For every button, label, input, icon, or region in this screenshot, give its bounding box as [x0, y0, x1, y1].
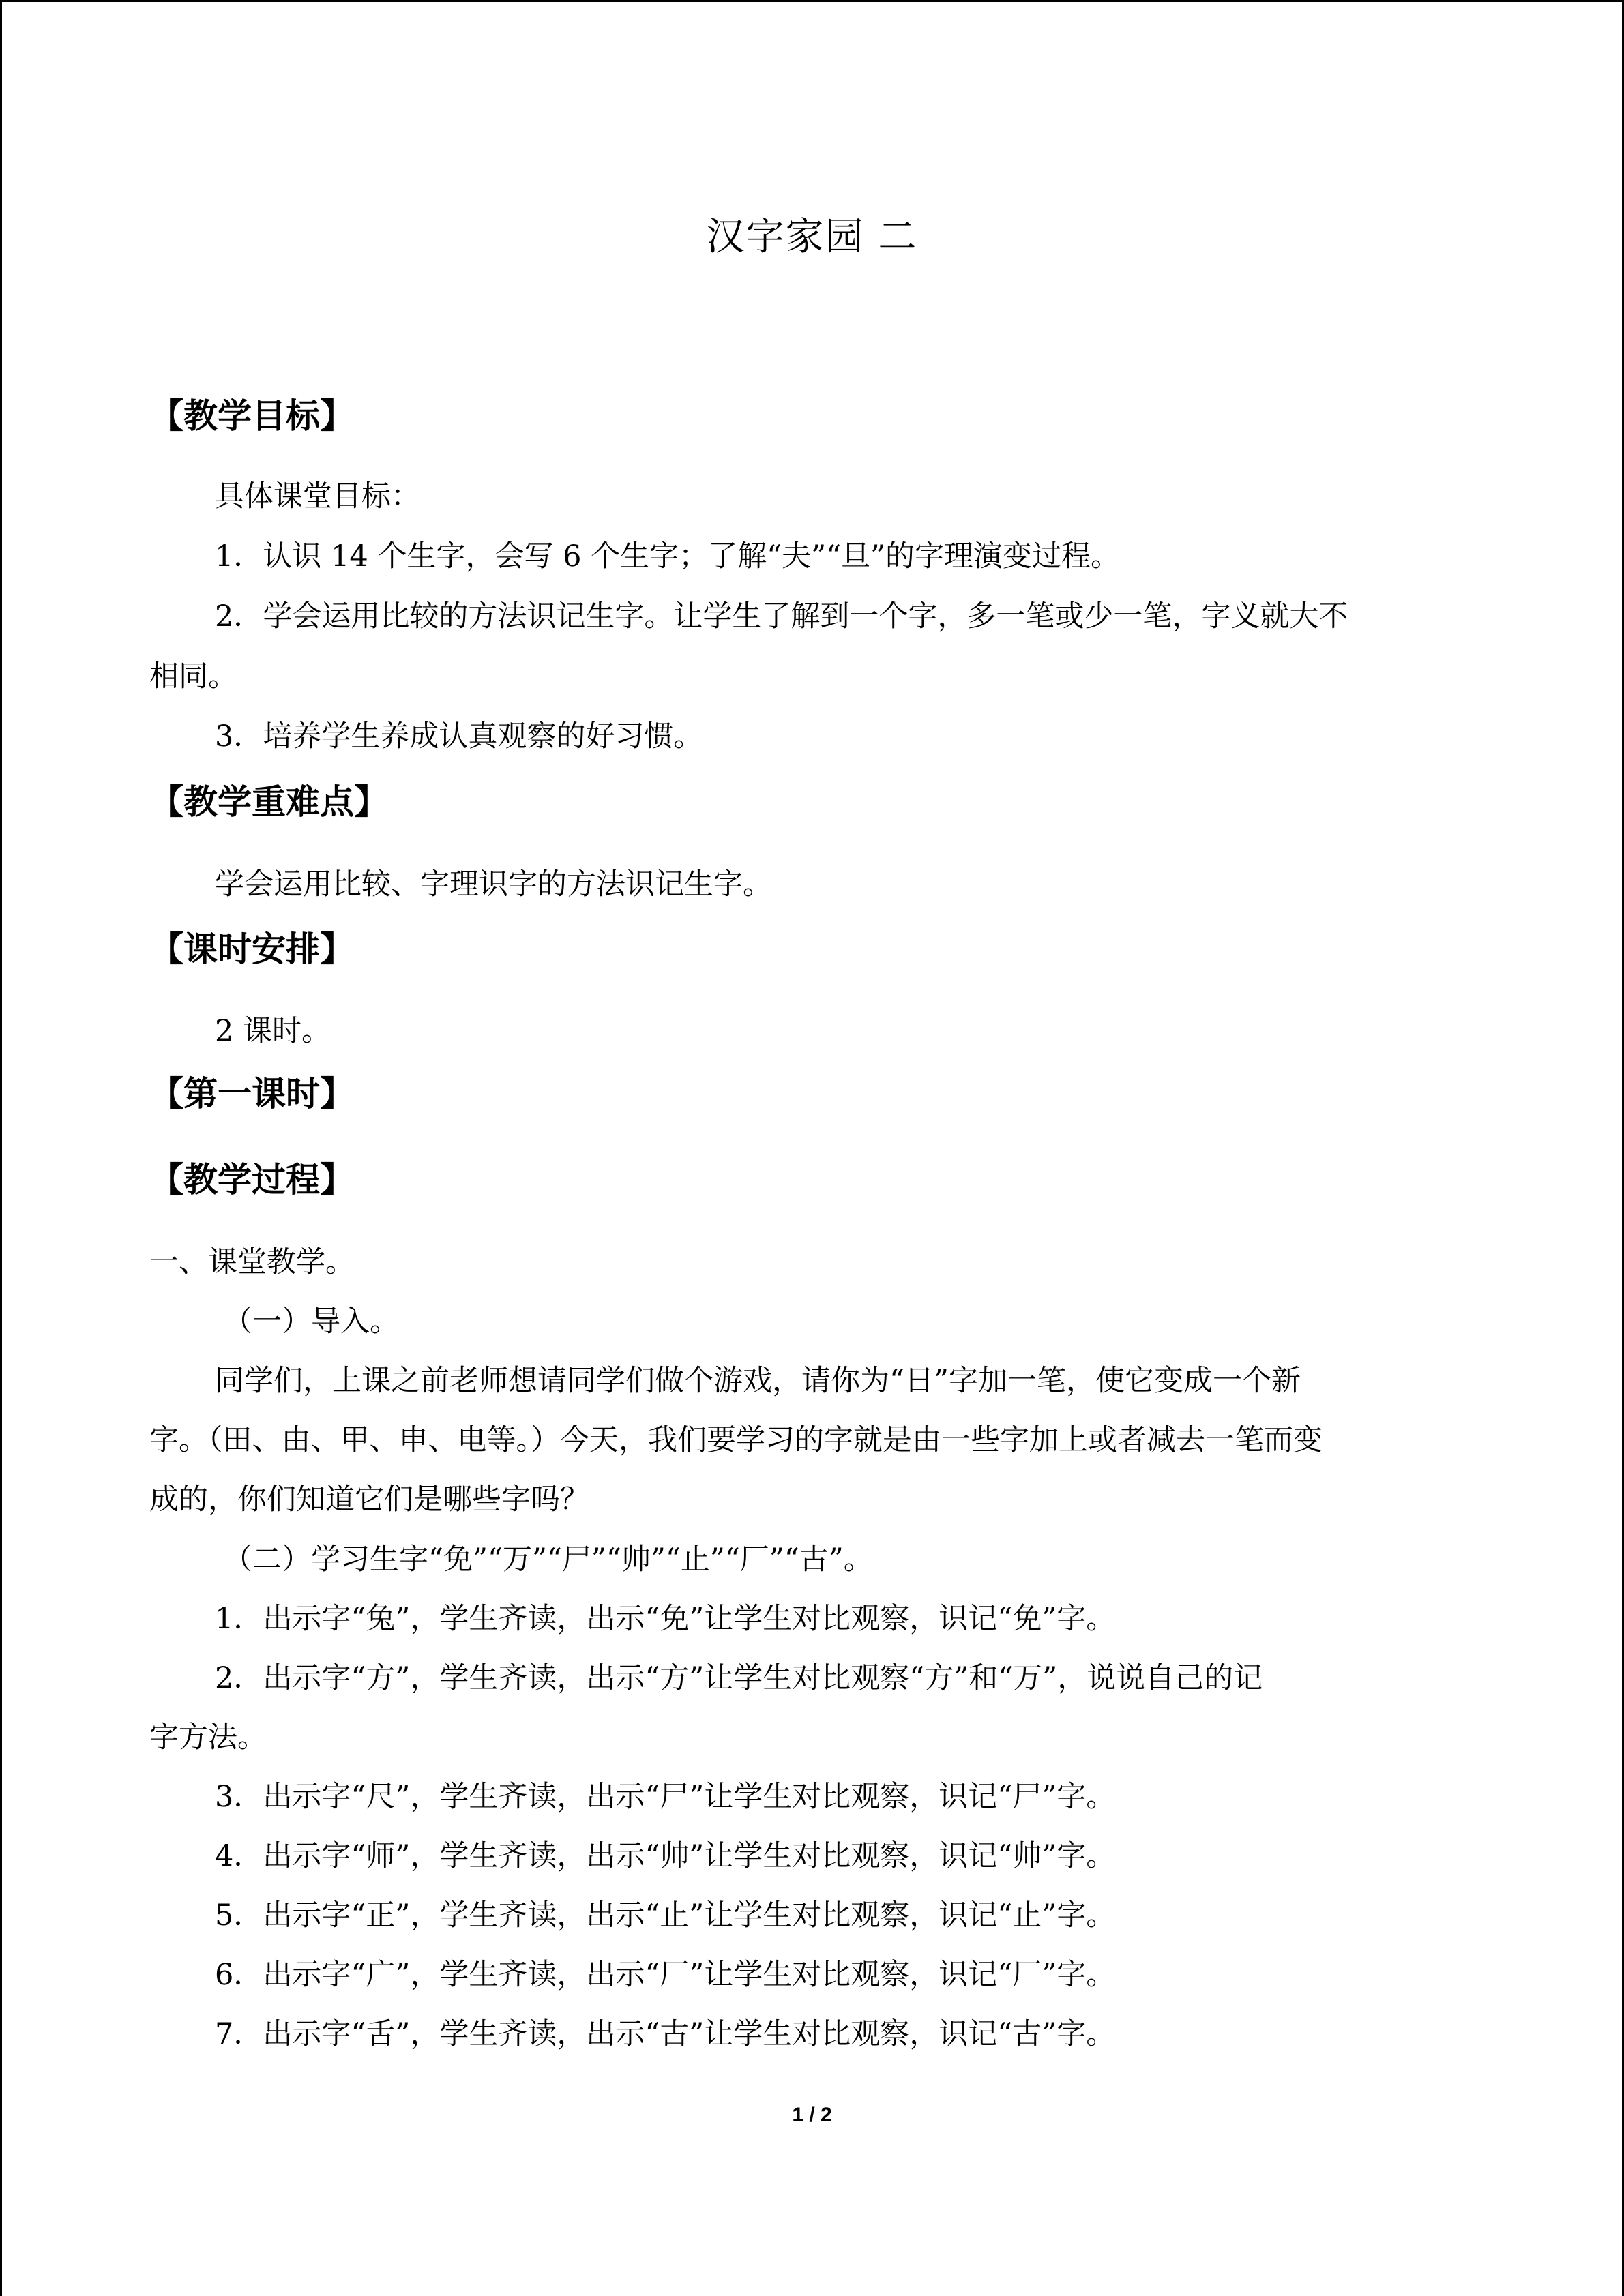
schedule-heading: 【课时安排】	[149, 929, 354, 969]
lesson-one-heading: 【第一课时】	[149, 1074, 354, 1114]
learn-item-7: 7．出示字“舌”，学生齐读，出示“古”让学生对比观察，识记“古”字。	[215, 2017, 1116, 2051]
key-points-text: 学会运用比较、字理识字的方法识记生字。	[215, 867, 772, 901]
page-title: 汉字家园 二	[706, 215, 918, 259]
objectives-heading: 【教学目标】	[149, 396, 354, 436]
key-points-heading: 【教学重难点】	[149, 782, 388, 822]
learn-item-3: 3．出示字“尺”，学生齐读，出示“尸”让学生对比观察，识记“尸”字。	[215, 1780, 1116, 1814]
step-intro-label: （一）导入。	[223, 1304, 399, 1339]
objective-item-3: 3．培养学生养成认真观察的好习惯。	[215, 719, 703, 754]
part-one-label: 一、课堂教学。	[149, 1245, 355, 1279]
step-learn-label: （二）学习生字“免”“万”“尸”“帅”“止”“厂”“古”。	[223, 1542, 873, 1577]
learn-item-1: 1．出示字“兔”，学生齐读，出示“免”让学生对比观察，识记“免”字。	[215, 1602, 1116, 1636]
learn-item-5: 5．出示字“正”，学生齐读，出示“止”让学生对比观察，识记“止”字。	[215, 1898, 1116, 1933]
objective-item-2-continuation: 相同。	[149, 659, 237, 694]
intro-paragraph-line-2: 字。（田、由、甲、申、电等。）今天，我们要学习的字就是由一些字加上或者减去一笔而变	[149, 1423, 1323, 1457]
schedule-text: 2 课时。	[215, 1014, 331, 1048]
learn-item-2-continuation: 字方法。	[149, 1720, 267, 1755]
objective-item-1: 1．认识 14 个生字，会写 6 个生字；了解“夫”“旦”的字理演变过程。	[215, 539, 1121, 573]
objectives-intro: 具体课堂目标：	[215, 479, 420, 513]
learn-item-2: 2．出示字“方”，学生齐读，出示“方”让学生对比观察“方”和“万”，说说自己的记	[215, 1661, 1263, 1695]
page-number: 1 / 2	[792, 2104, 832, 2126]
learn-item-6: 6．出示字“广”，学生齐读，出示“厂”让学生对比观察，识记“厂”字。	[215, 1958, 1116, 1992]
intro-paragraph-line-3: 成的，你们知道它们是哪些字吗？	[149, 1482, 589, 1517]
process-heading: 【教学过程】	[149, 1160, 354, 1199]
learn-item-4: 4．出示字“师”，学生齐读，出示“帅”让学生对比观察，识记“帅”字。	[215, 1839, 1116, 1873]
intro-paragraph-line-1: 同学们，上课之前老师想请同学们做个游戏，请你为“日”字加一笔，使它变成一个新	[215, 1364, 1301, 1398]
objective-item-2: 2．学会运用比较的方法识记生字。让学生了解到一个字，多一笔或少一笔，字义就大不	[215, 599, 1348, 633]
